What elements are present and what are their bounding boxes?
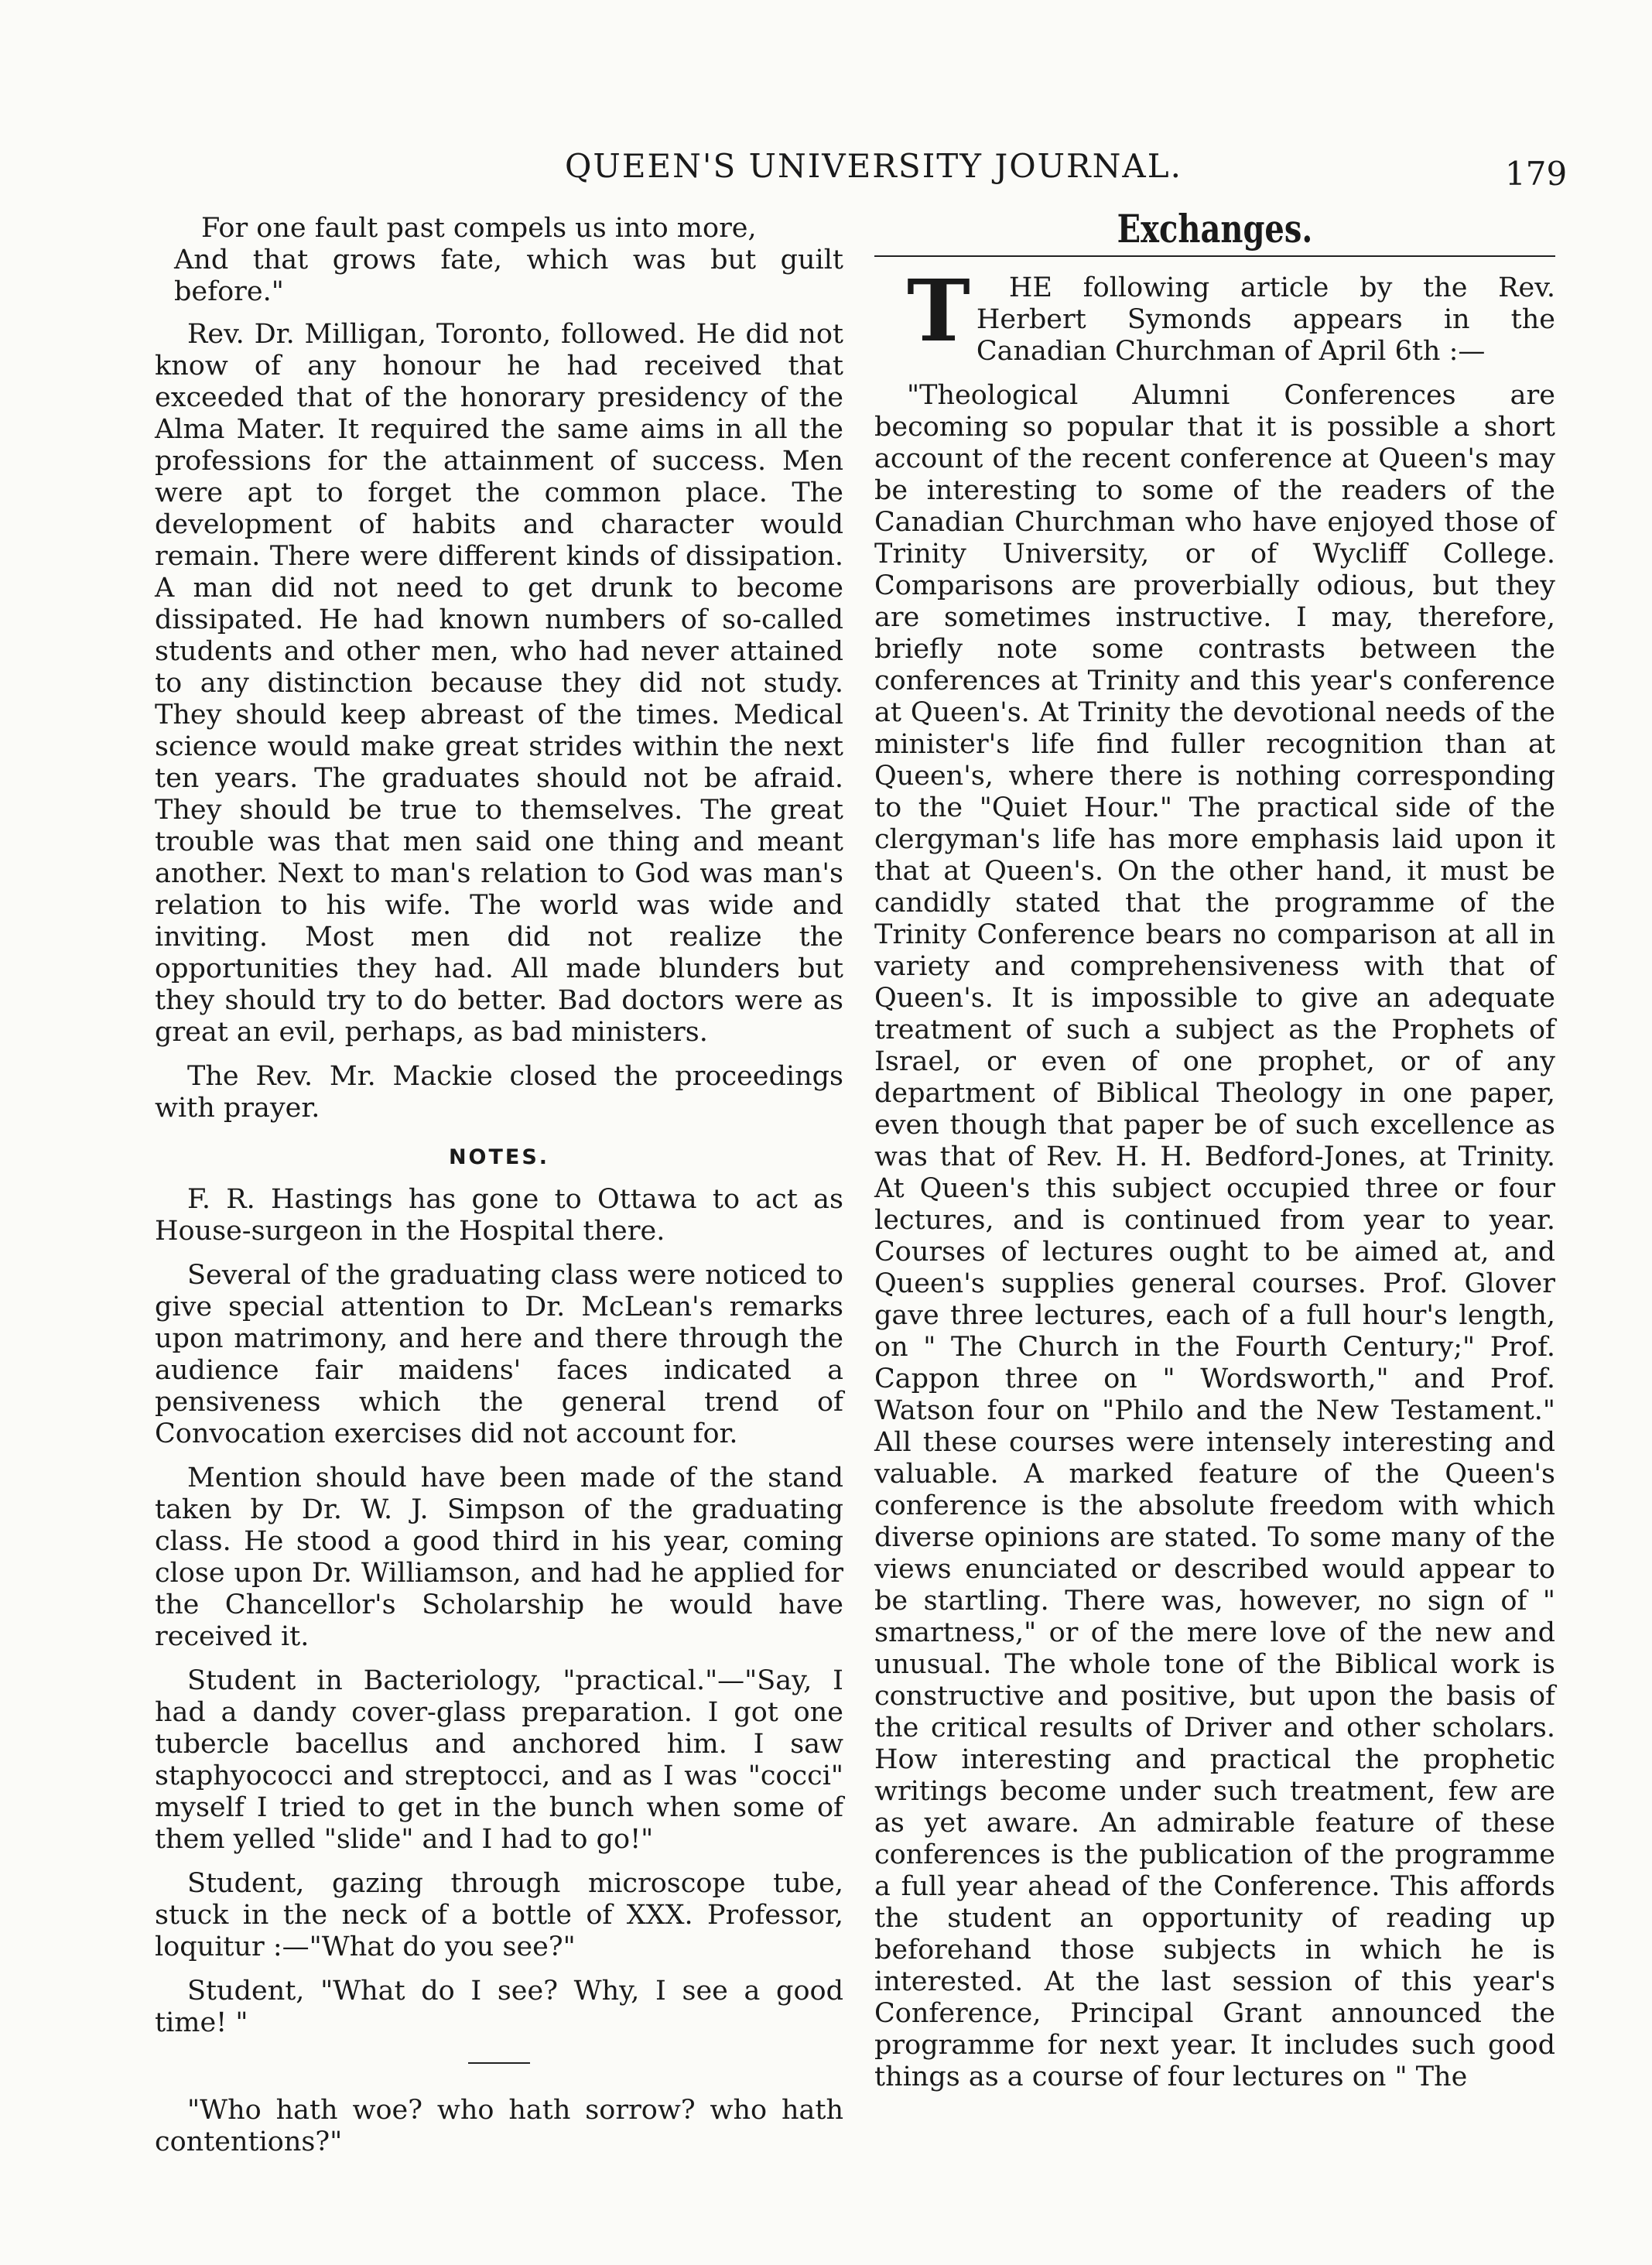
lead-paragraph [874,261,1555,368]
note-item: Mention should have been made of the stand taken by Dr. W. J. Simpson of the graduating class. He stood a good third in his year, coming close upon Dr. Williamson, and had he applied for the Chancellor's Scholarship he would have received it. [155,1463,843,1652]
lead-text: HE following article by the Rev. Herbert Symonds appears in the Canadian Churchman of April 6th :— [976,272,1555,367]
page-number: 179 [1505,155,1568,193]
closing-quote: "Who hath woe? who hath sorrow? who hath contentions?" [155,2095,843,2157]
section-title: Exchanges. [1117,206,1313,251]
paragraph: Rev. Dr. Milligan, Toronto, followed. He did not know of any honour he had received that exceeded that of the honorary presidency of the Alma Mater. It required the same aims in all the professions for the attainment of success. Men were apt to forget the common place. The development of habits and character would remain. There were different kinds of dissipation. A man did not need to get drunk to become dissipated. He had known numbers of so-called students and other men, who had never attained to any distinction because they did not study. They should keep abreast of the times. Medical science would make great strides within the next ten years. The graduates should not be afraid. They should be true to themselves. The great trouble was that men said one thing and meant another. Next to man's relation to God was man's relation to his wife. The world was wide and inviting. Most men did not realize the opportunities they had. All made blunders but they should try to do better. Bad doctors were as great an evil, perhaps, as bad ministers. [155,319,843,1048]
poem-fragment [155,213,843,308]
left-column [155,213,843,2171]
paragraph: The Rev. Mr. Mackie closed the proceedings with prayer. [155,1061,843,1124]
poem-line: And that grows fate, which was but guilt before." [174,245,843,307]
drop-cap: T [907,261,970,361]
divider [874,255,1555,257]
divider [468,2062,530,2064]
running-head: QUEEN'S UNIVERSITY JOURNAL. [565,147,1182,185]
poem-line: For one fault past compels us into more, [201,213,757,244]
note-item: Student, gazing through microscope tube, stuck in the neck of a bottle of XXX. Professor, loquitur :—"What do you see?" [155,1868,843,1962]
article-paragraph: "Theological Alumni Conferences are becoming so popular that it is possible a short account of the recent conference at Queen's may be interesting to some of the readers of the Canadian Churchman who have enjoyed those of Trinity University, or of Wycliff College. Comparisons are proverbially odious, but they are sometimes instructive. I may, therefore, briefly note some contrasts between the conferences at Trinity and this year's conference at Queen's. At Trinity the devotional needs of the minister's life find fuller recognition than at Queen's, where there is nothing corresponding to the "Quiet Hour." The practical side of the clergyman's life has more emphasis laid upon it that at Queen's. On the other hand, it must be candidly stated that the programme of the Trinity Conference bears no comparison at all in variety and comprehensiveness with that of Queen's. It is impossible to give an adequate treatment of such a subject as the Prophets of Israel, or even of one prophet, or of any department of Biblical Theology in one paper, even though that paper be of such excellence as was that of Rev. H. H. Bedford-Jones, at Trinity. At Queen's this subject occupied three or four lectures, and is continued from year to year. Courses of lectures ought to be aimed at, and Queen's supplies general courses. Prof. Glover gave three lectures, each of a full hour's length, on " The Church in the Fourth Century;" Prof. Cappon three on " Wordsworth," and Prof. Watson four on "Philo and the New Testament." All these courses were intensely interesting and valuable. A marked feature of the Queen's conference is the absolute freedom with which diverse opinions are stated. To some many of the views enunciated or described would appear to be startling. There was, however, no sign of " smartness," or of the mere love of the new and unusual. The whole tone of the Biblical work is constructive and positive, but upon the basis of the critical results of Driver and other scholars. How interesting and practical the prophetic writings become under such treatment, few are as yet aware. An admirable feature of these conferences is the publication of the programme a full year ahead of the Conference. This affords the student an opportunity of reading up beforehand those subjects in which he is interested. At the last session of this year's Conference, Principal Grant announced the programme for next year. It includes such good things as a course of four lectures on " The [874,380,1555,2092]
right-column [874,206,1555,2106]
note-item: F. R. Hastings has gone to Ottawa to act as House-surgeon in the Hospital there. [155,1184,843,1247]
note-item: Several of the graduating class were noticed to give special attention to Dr. McLean's remarks upon matrimony, and here and there through the audience fair maidens' faces indicated a pensiveness which the general trend of Convocation exercises did not account for. [155,1260,843,1449]
note-item: Student, "What do I see? Why, I see a good time! " [155,1976,843,2038]
notes-heading: NOTES. [448,1145,550,1169]
note-item: Student in Bacteriology, "practical."—"Say, I had a dandy cover-glass preparation. I got one tubercle bacellus and anchored him. I saw staphyococci and streptocci, and as I was "cocci" myself I tried to get in the bunch when some of them yelled "slide" and I had to go!" [155,1665,843,1855]
